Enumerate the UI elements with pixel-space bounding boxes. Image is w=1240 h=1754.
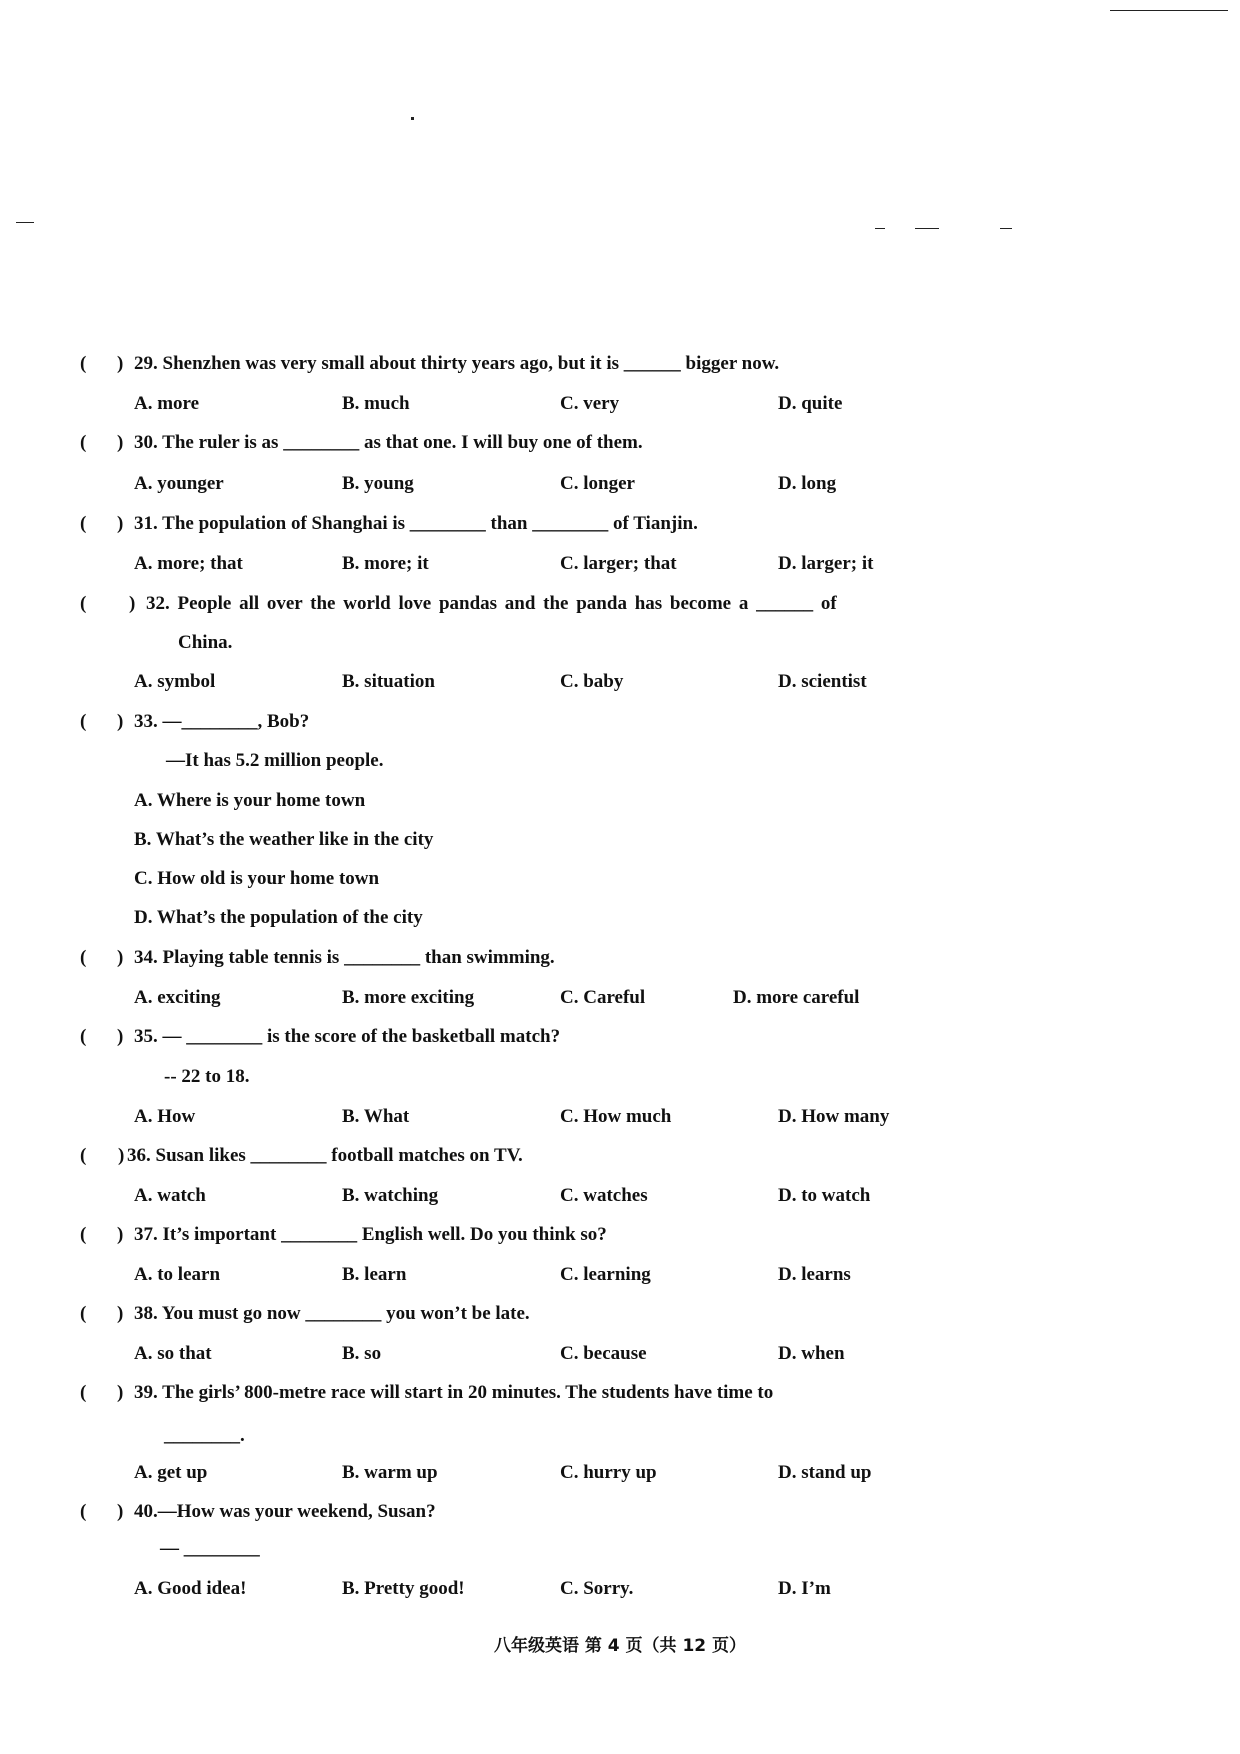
option-c: C. Sorry.: [560, 1578, 634, 1599]
question-stem: 33. —________, Bob?: [134, 711, 310, 732]
answer-paren-open: (: [80, 1303, 87, 1324]
option-b: B. young: [342, 473, 414, 494]
answer-paren-close: ): [118, 1145, 125, 1166]
question-stem: 32. People all over the world love pandas and the panda has become a ______ of: [146, 593, 837, 614]
option-c: C. longer: [560, 473, 635, 494]
answer-paren-close: ): [117, 513, 124, 534]
answer-paren-open: (: [80, 432, 87, 453]
question-stem: 36. Susan likes ________ football matches on TV.: [127, 1145, 523, 1166]
option-d: D. I’m: [778, 1578, 831, 1599]
question-stem: 34. Playing table tennis is ________ than swimming.: [134, 947, 555, 968]
answer-paren-close: ): [117, 1303, 124, 1324]
option-c: C. very: [560, 393, 620, 414]
question-stem: 35. — ________ is the score of the basketball match?: [134, 1026, 561, 1047]
option-a: A. younger: [134, 473, 224, 494]
question-stem: 30. The ruler is as ________ as that one. I will buy one of them.: [134, 432, 643, 453]
option-c: C. learning: [560, 1264, 651, 1285]
option-a: A. Good idea!: [134, 1578, 247, 1599]
page-footer: 八年级英语 第 4 页（共 12 页）: [493, 1636, 747, 1656]
scan-mark: [875, 228, 885, 229]
scan-mark: [1000, 228, 1012, 229]
question-stem: 38. You must go now ________ you won’t be late.: [134, 1303, 530, 1324]
option-c: C. How much: [560, 1106, 672, 1127]
option-a: A. exciting: [134, 987, 221, 1008]
option-a: A. more; that: [134, 553, 243, 574]
option-d: D. stand up: [778, 1462, 872, 1483]
option-c: C. watches: [560, 1185, 648, 1206]
answer-paren-close: ): [117, 432, 124, 453]
option-a: A. to learn: [134, 1264, 221, 1285]
answer-paren-open: (: [80, 1501, 87, 1522]
option-c: C. Careful: [560, 987, 646, 1008]
option-a: A. symbol: [134, 671, 216, 692]
option-d: D. scientist: [778, 671, 867, 692]
option-d: D. How many: [778, 1106, 890, 1127]
answer-paren-close: ): [117, 1501, 124, 1522]
option-b: B. learn: [342, 1264, 407, 1285]
option-b: B. more; it: [342, 553, 429, 574]
answer-paren-open: (: [80, 1224, 87, 1245]
option-c: C. How old is your home town: [134, 868, 380, 889]
answer-paren-close: ): [117, 1026, 124, 1047]
scan-mark: [411, 117, 414, 120]
option-a: A. more: [134, 393, 200, 414]
question-stem: 39. The girls’ 800-metre race will start in 20 minutes. The students have time to: [134, 1382, 774, 1403]
answer-paren-open: (: [80, 947, 87, 968]
question-stem-continued: ________.: [164, 1425, 245, 1446]
option-c: C. hurry up: [560, 1462, 657, 1483]
option-a: A. Where is your home town: [134, 790, 366, 811]
option-b: B. situation: [342, 671, 435, 692]
scan-mark: [16, 222, 34, 223]
option-d: D. larger; it: [778, 553, 874, 574]
option-a: A. get up: [134, 1462, 208, 1483]
option-d: D. long: [778, 473, 837, 494]
answer-paren-open: (: [80, 513, 87, 534]
answer-paren-close: ): [117, 711, 124, 732]
option-b: B. much: [342, 393, 410, 414]
dialogue-reply: —It has 5.2 million people.: [166, 750, 384, 771]
option-d: D. when: [778, 1343, 845, 1364]
question-stem: 31. The population of Shanghai is ________ than ________ of Tianjin.: [134, 513, 698, 534]
question-stem: 29. Shenzhen was very small about thirty years ago, but it is ______ bigger now.: [134, 353, 780, 374]
question-stem: 40.—How was your weekend, Susan?: [134, 1501, 436, 1522]
question-stem: 37. It’s important ________ English well. Do you think so?: [134, 1224, 607, 1245]
answer-paren-open: (: [80, 353, 87, 374]
option-d: D. learns: [778, 1264, 851, 1285]
answer-paren-close: ): [117, 947, 124, 968]
answer-paren-close: ): [117, 353, 124, 374]
dialogue-reply: -- 22 to 18.: [164, 1066, 250, 1087]
option-b: B. more exciting: [342, 987, 475, 1008]
option-c: C. baby: [560, 671, 624, 692]
option-c: C. because: [560, 1343, 647, 1364]
option-a: A. so that: [134, 1343, 212, 1364]
option-b: B. watching: [342, 1185, 439, 1206]
option-d: D. quite: [778, 393, 843, 414]
option-d: D. What’s the population of the city: [134, 907, 423, 928]
option-d: D. to watch: [778, 1185, 871, 1206]
option-b: B. What’s the weather like in the city: [134, 829, 434, 850]
option-b: B. so: [342, 1343, 382, 1364]
answer-paren-open: (: [80, 593, 87, 614]
answer-paren-open: (: [80, 1145, 87, 1166]
answer-paren-close: ): [117, 1382, 124, 1403]
scan-mark: [1110, 10, 1228, 11]
option-a: A. How: [134, 1106, 196, 1127]
question-stem-continued: China.: [178, 632, 233, 653]
answer-paren-open: (: [80, 1026, 87, 1047]
option-b: B. What: [342, 1106, 410, 1127]
answer-paren-close: ): [117, 1224, 124, 1245]
scan-mark: [915, 228, 939, 229]
option-b: B. warm up: [342, 1462, 438, 1483]
dialogue-reply: — ________: [160, 1538, 260, 1559]
option-b: B. Pretty good!: [342, 1578, 465, 1599]
answer-paren-open: (: [80, 711, 87, 732]
option-c: C. larger; that: [560, 553, 677, 574]
option-d: D. more careful: [733, 987, 860, 1008]
option-a: A. watch: [134, 1185, 206, 1206]
answer-paren-open: (: [80, 1382, 87, 1403]
answer-paren-close: ): [129, 593, 136, 614]
